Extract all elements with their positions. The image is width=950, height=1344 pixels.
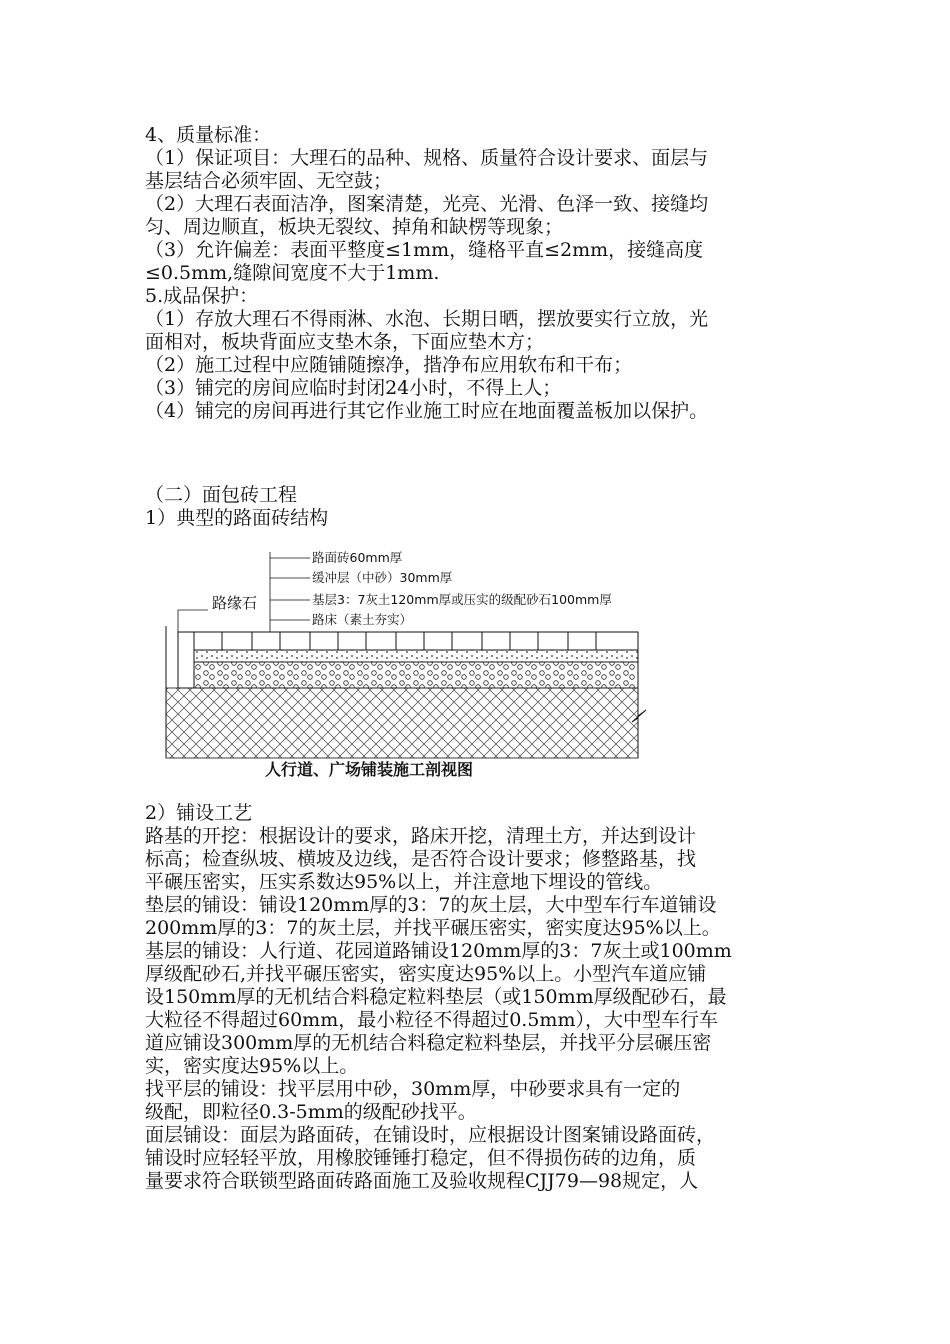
process-line: 量要求符合联锁型路面砖路面施工及验收规程CJJ79—98规定，人 — [145, 1170, 699, 1192]
label-subgrade: 路床（素土夯实） — [312, 612, 413, 627]
process-line: 200mm厚的3：7的灰土层，并找平碾压密实，密实度达95%以上。 — [145, 917, 721, 939]
process-line: 路基的开挖：根据设计的要求，路床开挖，清理土方，并达到设计 — [145, 825, 697, 847]
process-line: 道应铺设300mm厚的无机结合料稳定粒料垫层，并找平分层碾压密 — [145, 1032, 712, 1054]
label-paving-brick: 路面砖60mm厚 — [312, 550, 403, 565]
leader-lines — [270, 552, 310, 632]
process-line: 找平层的铺设：找平层用中砂，30mm厚，中砂要求具有一定的 — [145, 1078, 681, 1100]
quality-line: （2）大理石表面洁净，图案清楚，光亮、光滑、色泽一致、接缝均 — [145, 193, 709, 215]
quality-line: 基层结合必须牢固、无空鼓； — [145, 170, 393, 192]
label-cushion-layer: 缓冲层（中砂）30mm厚 — [312, 570, 453, 585]
protect-line: （1）存放大理石不得雨淋、水泡、长期日晒，摆放要实行立放，光 — [145, 308, 709, 330]
subgrade-soil-layer — [166, 688, 638, 758]
quality-line: （3）允许偏差：表面平整度≤1mm，缝格平直≤2mm，接缝高度 — [145, 239, 704, 261]
sand-cushion-layer — [194, 650, 638, 662]
paving-brick-layer — [194, 632, 638, 650]
process-line: 垫层的铺设：铺设120mm厚的3：7的灰土层，大中型车行车道铺设 — [145, 894, 717, 916]
protect-heading: 5.成品保护： — [145, 285, 259, 307]
base-gravel-layer — [194, 662, 638, 688]
process-line: 设150mm厚的无机结合料稳定粒料垫层（或150mm厚级配砂石，最 — [145, 986, 727, 1008]
process-line: 平碾压密实，压实系数达95%以上，并注意地下埋设的管线。 — [145, 871, 663, 893]
process-line: 基层的铺设：人行道、花园道路铺设120mm厚的3：7灰土或100mm — [145, 940, 732, 962]
protect-line: 面相对，板块背面应支垫木条，下面应垫木方； — [145, 331, 545, 353]
cross-section-drawing — [160, 540, 660, 780]
process-line: 铺设时应轻轻平放，用橡胶锤锤打稳定，但不得损伤砖的边角，质 — [145, 1147, 697, 1169]
process-line: 大粒径不得超过60mm，最小粒径不得超过0.5mm），大中型车行车 — [145, 1009, 718, 1031]
process-line: 实，密实度达95%以上。 — [145, 1055, 359, 1077]
quality-heading: 4、质量标准： — [145, 124, 272, 146]
process-heading: 2）铺设工艺 — [145, 802, 253, 824]
quality-line: ≤0.5mm,缝隙间宽度不大于1mm. — [145, 262, 440, 284]
protect-line: （4）铺完的房间再进行其它作业施工时应在地面覆盖板加以保护。 — [145, 400, 709, 422]
label-base-layer: 基层3：7灰土120mm厚或压实的级配砂石100mm厚 — [312, 592, 612, 607]
curb-stone — [178, 632, 194, 688]
brick-section-heading: （二）面包砖工程 — [145, 484, 298, 506]
process-line: 标高；检查纵坡、横坡及边线，是否符合设计要求；修整路基，找 — [145, 848, 697, 870]
brick-structure-subheading: 1）典型的路面砖结构 — [145, 507, 329, 529]
label-curb-stone: 路缘石 — [212, 594, 258, 612]
process-line: 级配，即粒径0.3-5mm的级配砂找平。 — [145, 1101, 477, 1123]
process-line: 厚级配砂石,并找平碾压密实，密实度达95%以上。小型汽车道应铺 — [145, 963, 707, 985]
pavement-cross-section-figure — [160, 540, 660, 780]
quality-line: （1）保证项目：大理石的品种、规格、质量符合设计要求、面层与 — [145, 147, 709, 169]
protect-line: （2）施工过程中应随铺随擦净，揩净布应用软布和干布； — [145, 354, 633, 376]
figure-caption: 人行道、广场铺装施工剖视图 — [265, 760, 474, 779]
quality-line: 匀、周边顺直，板块无裂纹、掉角和缺楞等现象； — [145, 216, 564, 238]
process-line: 面层铺设：面层为路面砖，在铺设时，应根据设计图案铺设路面砖， — [145, 1124, 716, 1146]
protect-line: （3）铺完的房间应临时封闭24小时，不得上人； — [145, 377, 562, 399]
